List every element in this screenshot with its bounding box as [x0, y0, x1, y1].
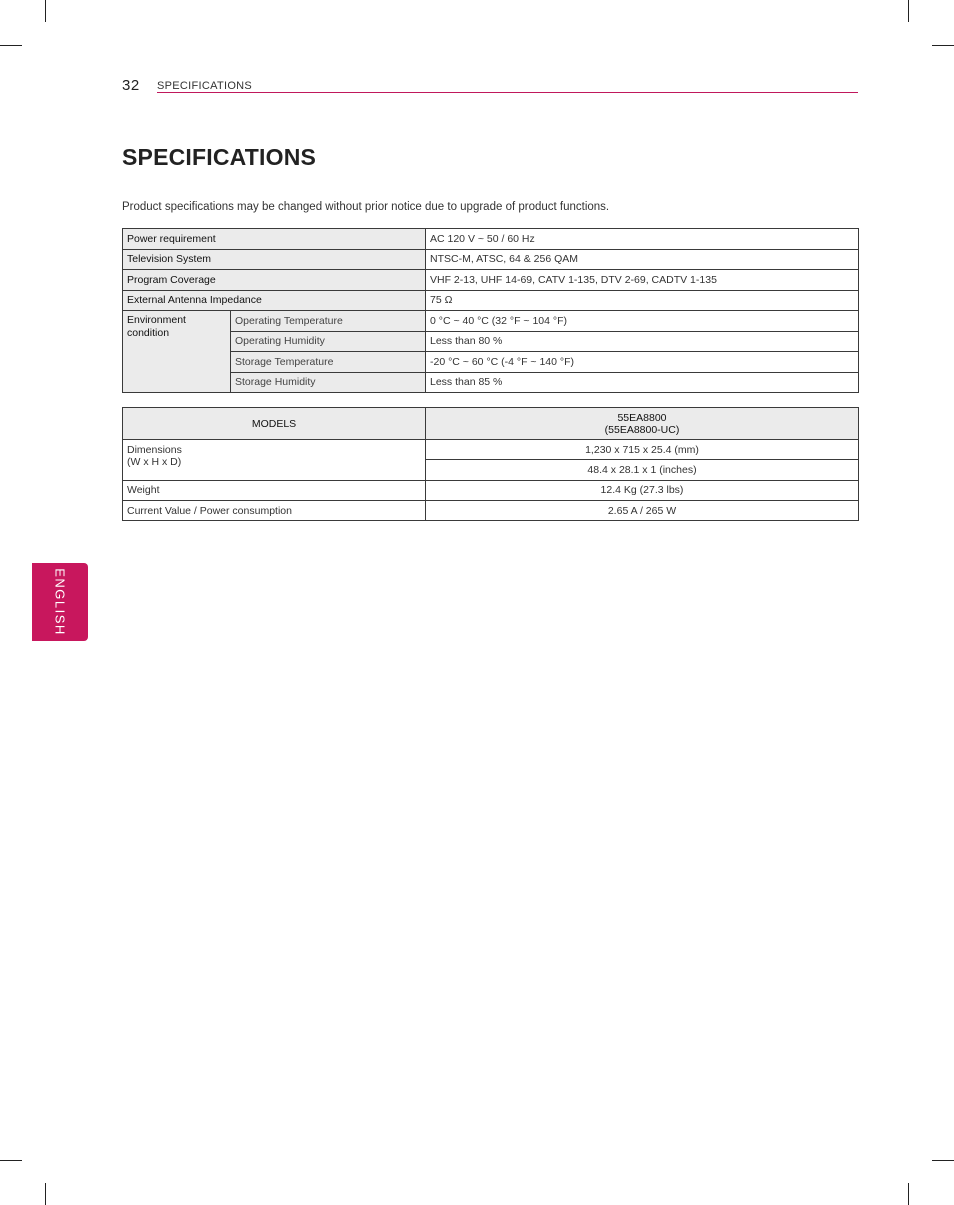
dimensions-mm-value: 1,230 x 715 x 25.4 (mm) — [426, 440, 859, 460]
table-row — [123, 372, 859, 393]
table-row — [123, 290, 859, 311]
power-consumption-label: Current Value / Power consumption — [123, 500, 426, 520]
spec-label: External Antenna Impedance — [123, 290, 426, 311]
spec-value: 0 °C ~ 40 °C (32 °F ~ 104 °F) — [426, 311, 859, 332]
table-row — [123, 500, 859, 520]
spec-value: Less than 85 % — [426, 372, 859, 393]
spec-label: Program Coverage — [123, 270, 426, 291]
table-row — [123, 270, 859, 291]
crop-mark — [0, 1160, 22, 1161]
language-tab — [32, 563, 88, 641]
crop-mark — [932, 1160, 954, 1161]
dimensions-label-line: (W x H x D) — [127, 456, 182, 468]
spec-value: AC 120 V ~ 50 / 60 Hz — [426, 229, 859, 250]
crop-mark — [0, 45, 22, 46]
table-row — [123, 229, 859, 250]
table-row — [123, 249, 859, 270]
table-row — [123, 352, 859, 373]
crop-mark — [932, 45, 954, 46]
section-label: SPECIFICATIONS — [157, 80, 253, 92]
table-row — [123, 480, 859, 500]
crop-mark — [45, 0, 46, 22]
environment-label-line: Environment — [127, 314, 186, 326]
dimensions-label — [123, 440, 426, 481]
model-specifications-table — [122, 407, 859, 521]
intro-text: Product specifications may be changed without prior notice due to upgrade of product functions. — [122, 201, 610, 213]
power-consumption-value: 2.65 A / 265 W — [426, 500, 859, 520]
spec-label: Television System — [123, 249, 426, 270]
spec-sublabel: Storage Temperature — [231, 352, 426, 373]
language-label: ENGLISH — [52, 568, 68, 636]
models-header: MODELS — [123, 408, 426, 440]
environment-label-line: condition — [127, 327, 170, 339]
spec-sublabel: Storage Humidity — [231, 372, 426, 393]
table-row — [123, 331, 859, 352]
table-header-row — [123, 408, 859, 440]
page-header — [122, 77, 858, 93]
model-code: (55EA8800-UC) — [604, 423, 680, 436]
weight-value: 12.4 Kg (27.3 lbs) — [426, 480, 859, 500]
spec-value: -20 °C ~ 60 °C (-4 °F ~ 140 °F) — [426, 352, 859, 373]
weight-label: Weight — [123, 480, 426, 500]
model-name-header — [426, 408, 859, 440]
crop-mark — [908, 0, 909, 22]
spec-label: Power requirement — [123, 229, 426, 250]
environment-label — [123, 311, 231, 393]
spec-value: NTSC-M, ATSC, 64 & 256 QAM — [426, 249, 859, 270]
spec-sublabel: Operating Temperature — [231, 311, 426, 332]
spec-value: 75 Ω — [426, 290, 859, 311]
table-row — [123, 440, 859, 460]
dimensions-label-line: Dimensions — [127, 444, 182, 456]
spec-sublabel: Operating Humidity — [231, 331, 426, 352]
header-rule — [157, 92, 858, 93]
crop-mark — [45, 1183, 46, 1205]
crop-mark — [908, 1183, 909, 1205]
page-number: 32 — [122, 77, 140, 94]
dimensions-inches-value: 48.4 x 28.1 x 1 (inches) — [426, 460, 859, 480]
specifications-table — [122, 228, 859, 393]
spec-value: VHF 2-13, UHF 14-69, CATV 1-135, DTV 2-69, CADTV 1-135 — [426, 270, 859, 291]
table-row — [123, 311, 859, 332]
page-title: SPECIFICATIONS — [122, 144, 317, 170]
spec-value: Less than 80 % — [426, 331, 859, 352]
model-name: 55EA8800 — [617, 411, 667, 424]
